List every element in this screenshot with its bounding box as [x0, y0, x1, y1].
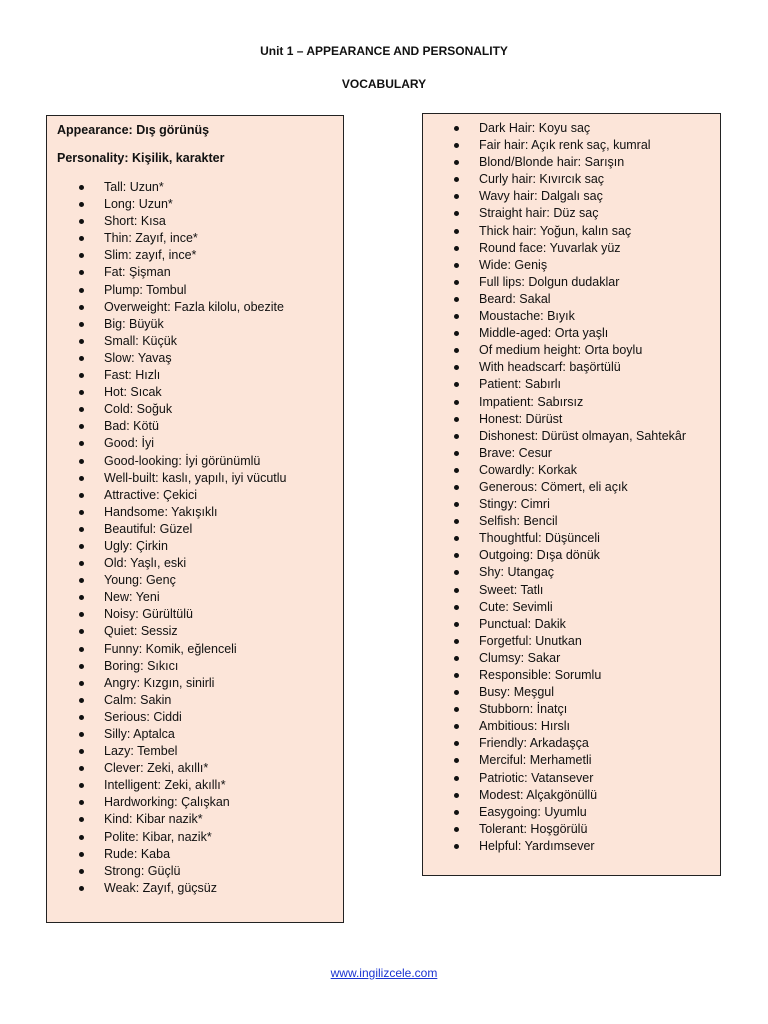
vocabulary-item: Ugly: Çirkin	[79, 538, 286, 555]
vocabulary-item: Fast: Hızlı	[79, 367, 286, 384]
vocabulary-item: Good-looking: İyi görünümlü	[79, 453, 286, 470]
vocabulary-item: Handsome: Yakışıklı	[79, 504, 286, 521]
vocabulary-item: Overweight: Fazla kilolu, obezite	[79, 299, 286, 316]
vocabulary-item: Young: Genç	[79, 572, 286, 589]
vocabulary-item: Generous: Cömert, eli açık	[454, 479, 686, 496]
vocabulary-item: Lazy: Tembel	[79, 743, 286, 760]
vocabulary-item: Cute: Sevimli	[454, 599, 686, 616]
vocabulary-item: Rude: Kaba	[79, 846, 286, 863]
vocabulary-item: Kind: Kibar nazik*	[79, 811, 286, 828]
vocabulary-item: Blond/Blonde hair: Sarışın	[454, 154, 686, 171]
vocabulary-item: Slow: Yavaş	[79, 350, 286, 367]
right-vocabulary-list	[454, 120, 686, 855]
vocabulary-item: Tolerant: Hoşgörülü	[454, 821, 686, 838]
vocabulary-item: Thoughtful: Düşünceli	[454, 530, 686, 547]
document-subtitle: VOCABULARY	[341, 77, 427, 91]
vocabulary-item: Cowardly: Korkak	[454, 462, 686, 479]
vocabulary-item: Merciful: Merhametli	[454, 752, 686, 769]
vocabulary-item: Forgetful: Unutkan	[454, 633, 686, 650]
vocabulary-item: Hot: Sıcak	[79, 384, 286, 401]
vocabulary-item: Weak: Zayıf, güçsüz	[79, 880, 286, 897]
vocabulary-item: Busy: Meşgul	[454, 684, 686, 701]
vocabulary-item: Shy: Utangaç	[454, 564, 686, 581]
vocabulary-item: New: Yeni	[79, 589, 286, 606]
vocabulary-item: Intelligent: Zeki, akıllı*	[79, 777, 286, 794]
vocabulary-item: Dark Hair: Koyu saç	[454, 120, 686, 137]
vocabulary-item: Patient: Sabırlı	[454, 376, 686, 393]
vocabulary-item: Funny: Komik, eğlenceli	[79, 641, 286, 658]
vocabulary-item: Stingy: Cimri	[454, 496, 686, 513]
vocabulary-item: Curly hair: Kıvırcık saç	[454, 171, 686, 188]
vocabulary-item: Hardworking: Çalışkan	[79, 794, 286, 811]
vocabulary-item: Patriotic: Vatansever	[454, 770, 686, 787]
vocabulary-item: Round face: Yuvarlak yüz	[454, 240, 686, 257]
vocabulary-item: Of medium height: Orta boylu	[454, 342, 686, 359]
vocabulary-item: Fat: Şişman	[79, 264, 286, 281]
vocabulary-item: Responsible: Sorumlu	[454, 667, 686, 684]
vocabulary-item: Plump: Tombul	[79, 282, 286, 299]
vocabulary-item: Thin: Zayıf, ince*	[79, 230, 286, 247]
vocabulary-item: Old: Yaşlı, eski	[79, 555, 286, 572]
vocabulary-item: Stubborn: İnatçı	[454, 701, 686, 718]
left-vocabulary-list	[79, 179, 286, 897]
vocabulary-item: Sweet: Tatlı	[454, 582, 686, 599]
vocabulary-item: Middle-aged: Orta yaşlı	[454, 325, 686, 342]
vocabulary-item: Tall: Uzun*	[79, 179, 286, 196]
vocabulary-item: Quiet: Sessiz	[79, 623, 286, 640]
vocabulary-item: Small: Küçük	[79, 333, 286, 350]
vocabulary-item: Selfish: Bencil	[454, 513, 686, 530]
vocabulary-item: Attractive: Çekici	[79, 487, 286, 504]
vocabulary-item: Bad: Kötü	[79, 418, 286, 435]
vocabulary-item: Silly: Aptalca	[79, 726, 286, 743]
vocabulary-item: Beard: Sakal	[454, 291, 686, 308]
appearance-heading: Appearance: Dış görünüş	[57, 123, 210, 137]
personality-heading: Personality: Kişilik, karakter	[57, 151, 225, 165]
vocabulary-item: Ambitious: Hırslı	[454, 718, 686, 735]
vocabulary-item: Helpful: Yardımsever	[454, 838, 686, 855]
vocabulary-item: Easygoing: Uyumlu	[454, 804, 686, 821]
vocabulary-item: Boring: Sıkıcı	[79, 658, 286, 675]
vocabulary-item: Fair hair: Açık renk saç, kumral	[454, 137, 686, 154]
vocabulary-item: Long: Uzun*	[79, 196, 286, 213]
vocabulary-item: Straight hair: Düz saç	[454, 205, 686, 222]
vocabulary-item: Dishonest: Dürüst olmayan, Sahtekâr	[454, 428, 686, 445]
vocabulary-item: Calm: Sakin	[79, 692, 286, 709]
vocabulary-item: Moustache: Bıyık	[454, 308, 686, 325]
vocabulary-item: Angry: Kızgın, sinirli	[79, 675, 286, 692]
vocabulary-item: Beautiful: Güzel	[79, 521, 286, 538]
vocabulary-item: Outgoing: Dışa dönük	[454, 547, 686, 564]
vocabulary-item: With headscarf: başörtülü	[454, 359, 686, 376]
vocabulary-item: Clumsy: Sakar	[454, 650, 686, 667]
vocabulary-item: Modest: Alçakgönüllü	[454, 787, 686, 804]
vocabulary-item: Impatient: Sabırsız	[454, 394, 686, 411]
vocabulary-item: Slim: zayıf, ince*	[79, 247, 286, 264]
vocabulary-item: Wide: Geniş	[454, 257, 686, 274]
vocabulary-item: Strong: Güçlü	[79, 863, 286, 880]
vocabulary-item: Thick hair: Yoğun, kalın saç	[454, 223, 686, 240]
website-link[interactable]: www.ingilizcele.com	[330, 966, 438, 980]
vocabulary-item: Serious: Ciddi	[79, 709, 286, 726]
vocabulary-item: Wavy hair: Dalgalı saç	[454, 188, 686, 205]
document-title: Unit 1 – APPEARANCE AND PERSONALITY	[260, 44, 508, 58]
vocabulary-item: Clever: Zeki, akıllı*	[79, 760, 286, 777]
vocabulary-item: Well-built: kaslı, yapılı, iyi vücutlu	[79, 470, 286, 487]
appearance-vocabulary-box	[46, 115, 344, 923]
vocabulary-item: Full lips: Dolgun dudaklar	[454, 274, 686, 291]
vocabulary-item: Punctual: Dakik	[454, 616, 686, 633]
vocabulary-item: Good: İyi	[79, 435, 286, 452]
vocabulary-item: Short: Kısa	[79, 213, 286, 230]
vocabulary-item: Polite: Kibar, nazik*	[79, 829, 286, 846]
vocabulary-item: Big: Büyük	[79, 316, 286, 333]
vocabulary-item: Honest: Dürüst	[454, 411, 686, 428]
personality-vocabulary-box	[422, 113, 721, 876]
vocabulary-item: Friendly: Arkadaşça	[454, 735, 686, 752]
vocabulary-item: Brave: Cesur	[454, 445, 686, 462]
vocabulary-item: Noisy: Gürültülü	[79, 606, 286, 623]
vocabulary-item: Cold: Soğuk	[79, 401, 286, 418]
